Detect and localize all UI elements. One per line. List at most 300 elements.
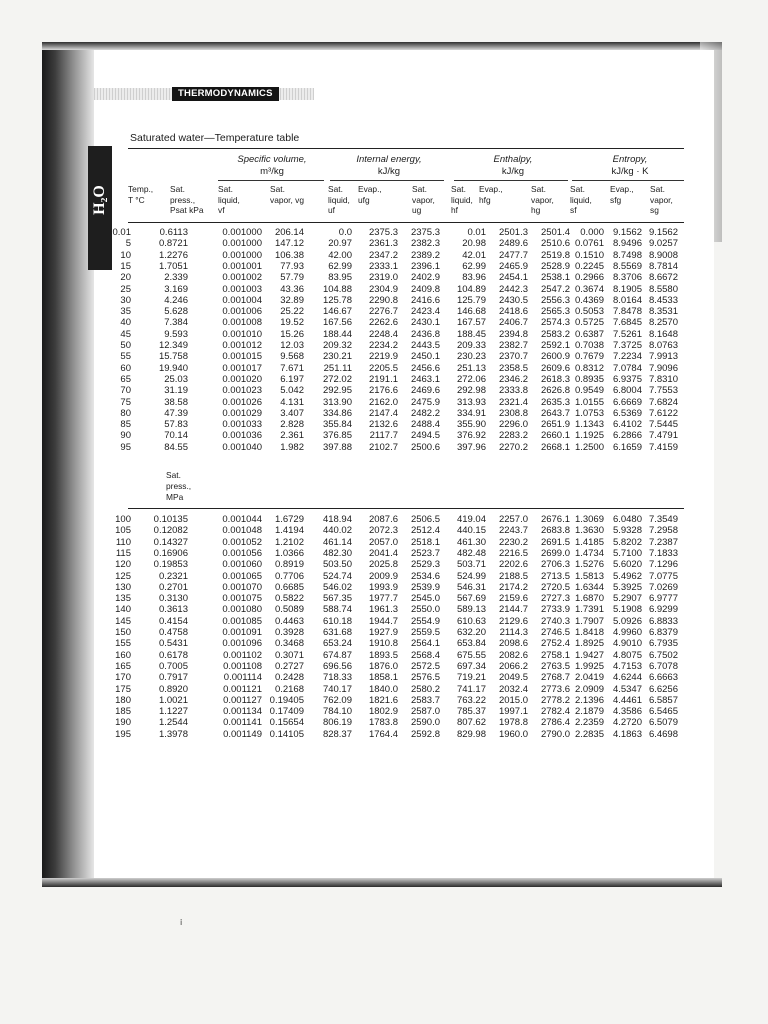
table-cell: 0.001023 — [222, 385, 262, 397]
table-cell: 2423.4 — [410, 306, 440, 318]
table-cell: 6.6256 — [648, 683, 678, 695]
column-header — [218, 184, 240, 216]
table-cell: 2580.2 — [410, 683, 440, 695]
table-cell: 2216.5 — [498, 547, 528, 559]
table-cell: 0.7706 — [274, 570, 304, 582]
table-cell: 7.3725 — [612, 340, 642, 351]
table-cell: 2523.7 — [410, 547, 440, 559]
table-cell: 334.91 — [456, 407, 486, 419]
table-cell: 60 — [120, 362, 131, 374]
table-cell: 2676.1 — [540, 514, 570, 525]
table-cell: 7.5261 — [612, 328, 642, 340]
table-cell: 110 — [115, 536, 131, 548]
table-cell: 2786.4 — [540, 717, 570, 729]
column-header-line: ufg — [358, 194, 370, 205]
table-cell: 251.11 — [323, 362, 352, 374]
table-cell: 84.55 — [164, 441, 188, 453]
table-cell: 2234.2 — [368, 340, 398, 351]
table-cell: 1.4194 — [274, 525, 304, 537]
group-enthalpy — [450, 154, 576, 178]
table-cell: 2389.2 — [410, 249, 440, 261]
table-cell: 785.37 — [456, 706, 486, 718]
table-cell: 6.7502 — [648, 649, 678, 661]
table-cell: 313.93 — [456, 396, 486, 408]
table-cell: 1.6729 — [274, 514, 304, 525]
table-cell: 15.26 — [280, 328, 304, 340]
table-cell: 50 — [120, 340, 131, 351]
table-cell: 2465.9 — [498, 260, 528, 272]
table-cell: 567.35 — [322, 593, 352, 605]
column-header-line: hfg — [479, 194, 491, 205]
table-cell: 130 — [115, 581, 131, 593]
group-internal-energy — [326, 154, 452, 178]
table-cell: 2501.3 — [498, 227, 528, 238]
table-cell: 0.001102 — [223, 649, 262, 661]
table-row — [94, 397, 714, 408]
table-cell: 2564.1 — [410, 638, 440, 650]
table-cell: 120 — [115, 559, 131, 571]
table-cell: 2296.0 — [498, 419, 528, 431]
table-cell: 1.9427 — [574, 649, 604, 661]
column-header — [128, 184, 153, 205]
table-cell: 12.03 — [280, 340, 304, 351]
table-cell: 5.3925 — [612, 581, 642, 593]
table-cell: 19.940 — [158, 362, 188, 374]
table-cell: 5.2907 — [612, 593, 642, 605]
table-cell: 9.593 — [164, 328, 188, 340]
table-cell: 104.88 — [322, 283, 352, 295]
column-header-line: liquid, — [328, 194, 350, 205]
table-cell: 6.1659 — [612, 441, 642, 453]
table-cell: 718.33 — [322, 672, 352, 684]
table-cell: 170 — [115, 672, 131, 684]
table-cell: 2773.6 — [540, 683, 570, 695]
table-cell: 0.7038 — [574, 340, 604, 351]
table-cell: 2072.3 — [368, 525, 398, 537]
table-cell: 0.001141 — [223, 717, 262, 729]
table-row — [94, 571, 714, 582]
table-cell: 2361.3 — [368, 238, 398, 250]
table-cell: 0.8312 — [574, 362, 604, 374]
table-cell: 135 — [115, 593, 131, 605]
table-row — [94, 661, 714, 672]
table-cell: 65 — [120, 373, 131, 385]
table-cell: 0.8919 — [274, 559, 304, 571]
table-cell: 2257.0 — [498, 514, 528, 525]
table-cell: 209.32 — [322, 340, 352, 351]
table-cell: 2510.6 — [540, 238, 570, 250]
table-cell: 0.6113 — [159, 227, 188, 238]
table-cell: 6.0480 — [612, 514, 642, 525]
column-header-line: vapor, vg — [270, 194, 304, 205]
table-cell: 2720.5 — [540, 581, 570, 593]
table-cell: 2333.1 — [368, 260, 398, 272]
table-row — [94, 627, 714, 638]
scan-shadow-bottom — [42, 878, 722, 887]
table-cell: 2768.7 — [540, 672, 570, 684]
table-cell: 0.7917 — [158, 672, 188, 684]
table-cell: 6.197 — [280, 373, 304, 385]
table-cell: 828.37 — [322, 728, 352, 740]
table-cell: 1993.9 — [368, 581, 398, 593]
table-cell: 1.2102 — [274, 536, 304, 548]
table-cell: 6.2866 — [612, 430, 642, 442]
table-cell: 2406.7 — [498, 317, 528, 329]
table-cell: 0.15654 — [269, 717, 304, 729]
table-cell: 206.14 — [274, 227, 304, 238]
table-cell: 90 — [120, 430, 131, 442]
table-cell: 4.4461 — [612, 694, 642, 706]
table-cell: 0.10135 — [153, 514, 188, 525]
table-cell: 2375.3 — [368, 227, 398, 238]
table-cell: 482.48 — [456, 547, 486, 559]
table-cell: 1893.5 — [368, 649, 398, 661]
table-cell: 524.99 — [456, 570, 486, 582]
table-row — [94, 729, 714, 740]
table-cell: 8.3706 — [612, 272, 642, 284]
table-cell: 0.001044 — [222, 514, 262, 525]
table-row — [94, 284, 714, 295]
table-cell: 2.828 — [280, 419, 304, 431]
table-row — [94, 593, 714, 604]
table-cell: 2763.5 — [540, 660, 570, 672]
column-header — [270, 184, 304, 205]
scan-shadow-top — [42, 42, 722, 50]
table-cell: 0.001033 — [222, 419, 262, 431]
table-cell: 195 — [115, 728, 131, 740]
table-cell: 0.3674 — [574, 283, 604, 295]
table-cell: 2262.6 — [368, 317, 398, 329]
table-cell: 2643.7 — [540, 407, 570, 419]
table-cell: 75 — [120, 396, 131, 408]
table-cell: 55 — [120, 351, 131, 363]
table-cell: 6.6669 — [612, 396, 642, 408]
table-cell: 0.001052 — [222, 536, 262, 548]
table-cell: 0.8920 — [158, 683, 188, 695]
table-cell: 2098.6 — [498, 638, 528, 650]
table-cell: 2308.8 — [498, 407, 528, 419]
table-cell: 589.13 — [456, 604, 486, 616]
table-cell: 2382.7 — [498, 340, 528, 351]
table-cell: 9.1562 — [612, 227, 642, 238]
table-cell: 2358.5 — [498, 362, 528, 374]
table-cell: 6.8379 — [648, 627, 678, 638]
table-cell: 2270.2 — [498, 441, 528, 453]
table-cell: 1.3978 — [158, 728, 188, 740]
table-cell: 1.4185 — [574, 536, 604, 548]
table-cell: 0.001114 — [223, 672, 262, 684]
table-cell: 397.96 — [456, 441, 486, 453]
table-cell: 1764.4 — [368, 728, 398, 740]
table-cell: 1.0366 — [274, 547, 304, 559]
table-row — [94, 537, 714, 548]
table-cell: 0.6685 — [274, 581, 304, 593]
scanned-page — [91, 50, 714, 927]
table-cell: 1876.0 — [368, 660, 398, 672]
column-header-line: vapor, — [650, 194, 673, 205]
table-cell: 15 — [120, 260, 131, 272]
table-cell: 1.4734 — [574, 547, 604, 559]
column-header — [610, 184, 634, 205]
column-header-line: vf — [218, 205, 225, 215]
table-cell: 2454.1 — [498, 272, 528, 284]
table-cell: 1.982 — [280, 441, 304, 453]
table-cell: 2.0419 — [574, 672, 604, 684]
table-cell: 1.9925 — [574, 660, 604, 672]
table-cell: 1.1925 — [574, 430, 604, 442]
table-cell: 0.0761 — [574, 238, 604, 250]
table-cell: 1944.7 — [368, 615, 398, 627]
column-header — [170, 184, 204, 216]
table-cell: 313.90 — [322, 396, 352, 408]
column-header-line: liquid, — [451, 194, 473, 205]
column-header — [570, 184, 592, 216]
table-cell: 8.2570 — [648, 317, 678, 329]
table-cell: 2489.6 — [498, 238, 528, 250]
table-cell: 150 — [115, 627, 131, 638]
table-cell: 0.6387 — [574, 328, 604, 340]
table-cell: 0.2321 — [158, 570, 188, 582]
table-cell: 419.04 — [456, 514, 486, 525]
table-cell: 0.12082 — [153, 525, 188, 537]
table-cell: 1978.8 — [498, 717, 528, 729]
table-cell: 2304.9 — [368, 283, 398, 295]
group-underline — [330, 180, 444, 181]
table-cell: 2159.6 — [498, 593, 528, 605]
table-row — [94, 695, 714, 706]
table-cell: 2132.6 — [368, 419, 398, 431]
table-cell: 15.758 — [158, 351, 188, 363]
table-cell: 2482.2 — [410, 407, 440, 419]
table-cell: 3.407 — [280, 407, 304, 419]
table-cell: 0.3613 — [158, 604, 188, 616]
table-cell: 1821.6 — [368, 694, 398, 706]
table-cell: 2790.0 — [540, 728, 570, 740]
table-cell: 2418.6 — [498, 306, 528, 318]
table-cell: 4.131 — [280, 396, 304, 408]
table-cell: 2528.9 — [540, 260, 570, 272]
table-cell: 2009.9 — [368, 570, 398, 582]
table-cell: 0.3071 — [274, 649, 304, 661]
table-cell: 2506.5 — [410, 514, 440, 525]
table-cell: 42.01 — [462, 249, 486, 261]
column-header-line: Sat. — [328, 184, 343, 194]
table-cell: 0.4369 — [574, 294, 604, 306]
column-header — [650, 184, 673, 216]
table-cell: 0.001029 — [222, 407, 262, 419]
table-cell: 2583.7 — [410, 694, 440, 706]
table-cell: 30 — [120, 294, 131, 306]
table-row — [94, 295, 714, 306]
table-cell: 167.57 — [456, 317, 486, 329]
table-cell: 43.36 — [280, 283, 304, 295]
table-cell: 7.3549 — [648, 514, 678, 525]
table-cell: 6.5079 — [648, 717, 678, 729]
table-cell: 0.001000 — [222, 238, 262, 250]
table-cell: 6.5857 — [648, 694, 678, 706]
table-cell: 0.001096 — [222, 638, 262, 650]
table-cell: 503.71 — [456, 559, 486, 571]
column-header-line: Sat. — [218, 184, 233, 194]
table-cell: 185 — [115, 706, 131, 718]
table-row — [94, 684, 714, 695]
table-cell: 8.0164 — [612, 294, 642, 306]
table-cell: 7.6845 — [612, 317, 642, 329]
table-cell: 1997.1 — [498, 706, 528, 718]
table-cell: 2635.3 — [540, 396, 570, 408]
column-header-line: sf — [570, 205, 577, 215]
table-cell: 7.0784 — [612, 362, 642, 374]
table-cell: 7.2387 — [648, 536, 678, 548]
column-header — [479, 184, 503, 205]
table-cell: 1.0155 — [574, 396, 604, 408]
table-cell: 105 — [115, 525, 131, 537]
table-cell: 5.042 — [280, 385, 304, 397]
table-cell: 5.1908 — [612, 604, 642, 616]
table-cell: 546.02 — [322, 581, 352, 593]
table-cell: 0.001000 — [222, 249, 262, 261]
table-cell: 209.33 — [456, 340, 486, 351]
table-cell: 2.1396 — [574, 694, 604, 706]
table-cell: 376.92 — [456, 430, 486, 442]
table-cell: 2176.6 — [368, 385, 398, 397]
table-cell: 5.8202 — [612, 536, 642, 548]
table-cell: 2102.7 — [368, 441, 398, 453]
table-cell: 85 — [120, 419, 131, 431]
column-header-line: T °C — [128, 194, 145, 205]
table-cell: 7.9913 — [648, 351, 678, 363]
table-cell: 1.7391 — [574, 604, 604, 616]
mpa-subheader-line: Sat. — [166, 470, 181, 480]
table-cell: 2147.4 — [368, 407, 398, 419]
column-header-line: uf — [328, 205, 335, 215]
table-cell: 2382.3 — [410, 238, 440, 250]
table-cell: 2477.7 — [498, 249, 528, 261]
column-header — [412, 184, 435, 216]
table-cell: 6.5369 — [612, 407, 642, 419]
table-cell: 0.5431 — [158, 638, 188, 650]
table-cell: 461.30 — [456, 536, 486, 548]
table-cell: 70.14 — [164, 430, 188, 442]
group-entropy — [570, 154, 690, 178]
table-cell: 0.001012 — [222, 340, 262, 351]
column-header — [328, 184, 350, 216]
table-cell: 5 — [125, 238, 131, 250]
table-cell: 2778.2 — [540, 694, 570, 706]
table-cell: 0.2428 — [274, 672, 304, 684]
table-cell: 4.3586 — [612, 706, 642, 718]
table-cell: 2699.0 — [540, 547, 570, 559]
table-cell: 0.6178 — [158, 649, 188, 661]
table-cell: 2191.1 — [368, 373, 398, 385]
table-cell: 145 — [115, 615, 131, 627]
table-cell: 0.4463 — [274, 615, 304, 627]
table-cell: 8.3531 — [648, 306, 678, 318]
table-cell: 8.1905 — [612, 283, 642, 295]
table-cell: 2347.2 — [368, 249, 398, 261]
table-cell: 2248.4 — [368, 328, 398, 340]
table-cell: 6.9299 — [648, 604, 678, 616]
table-cell: 0.001070 — [222, 581, 262, 593]
table-cell: 2276.7 — [368, 306, 398, 318]
table-row — [94, 430, 714, 441]
table-cell: 0.7679 — [574, 351, 604, 363]
table-cell: 2494.5 — [410, 430, 440, 442]
table-cell: 2.2359 — [574, 717, 604, 729]
table-cell: 292.98 — [456, 385, 486, 397]
table-cell: 2583.2 — [540, 328, 570, 340]
column-header-line: hf — [451, 205, 458, 215]
table-cell: 2488.4 — [410, 419, 440, 431]
table-cell: 763.22 — [456, 694, 486, 706]
table-cell: 2450.1 — [410, 351, 440, 363]
table-cell: 6.7078 — [648, 660, 678, 672]
table-row — [94, 650, 714, 661]
table-cell: 806.19 — [322, 717, 352, 729]
table-cell: 2651.9 — [540, 419, 570, 431]
table-cell: 2394.8 — [498, 328, 528, 340]
table-cell: 146.68 — [456, 306, 486, 318]
column-header-line: press., — [170, 194, 196, 205]
table-cell: 1.7051 — [158, 260, 188, 272]
table-cell: 31.19 — [164, 385, 188, 397]
table-cell: 0.001015 — [222, 351, 262, 363]
table-row — [94, 616, 714, 627]
table-cell: 0.001048 — [222, 525, 262, 537]
table-cell: 0.3468 — [274, 638, 304, 650]
column-header-line: Sat. — [531, 184, 546, 194]
table-cell: 2547.2 — [540, 283, 570, 295]
table-cell: 376.85 — [322, 430, 352, 442]
table-cell: 0.5725 — [574, 317, 604, 329]
column-header-line: Temp., — [128, 184, 154, 194]
table-cell: 7.8478 — [612, 306, 642, 318]
table-cell: 0.16906 — [153, 547, 188, 559]
table-cell: 8.5569 — [612, 260, 642, 272]
table-cell: 0.001003 — [222, 283, 262, 295]
table-row — [94, 638, 714, 649]
table-cell: 8.9008 — [648, 249, 678, 261]
table-cell: 440.15 — [456, 525, 486, 537]
table-row — [94, 408, 714, 419]
table-cell: 610.18 — [322, 615, 352, 627]
table-cell: 2469.6 — [410, 385, 440, 397]
table-cell: 188.44 — [322, 328, 352, 340]
table-cell: 0.14327 — [153, 536, 188, 548]
table-cell: 2087.6 — [368, 514, 398, 525]
table-cell: 19.52 — [280, 317, 304, 329]
table-cell: 0.19405 — [269, 694, 304, 706]
mpa-subheader — [166, 470, 191, 503]
column-header-line: liquid, — [570, 194, 592, 205]
table-cell: 83.95 — [328, 272, 352, 284]
table-cell: 272.02 — [322, 373, 352, 385]
table-cell: 2.361 — [280, 430, 304, 442]
table-cell: 2188.5 — [498, 570, 528, 582]
column-header-line: Sat. — [650, 184, 665, 194]
table-row — [94, 442, 714, 453]
table-cell: 0.001108 — [223, 660, 262, 672]
table-cell: 7.9096 — [648, 362, 678, 374]
table-cell: 0.17409 — [269, 706, 304, 718]
table-cell: 8.4533 — [648, 294, 678, 306]
table-cell: 0.001056 — [222, 547, 262, 559]
table-cell: 7.0775 — [648, 570, 678, 582]
table-cell: 632.20 — [456, 627, 486, 638]
table-cell: 251.13 — [456, 362, 486, 374]
table-cell: 1.8925 — [574, 638, 604, 650]
table-cell: 0.3130 — [158, 593, 188, 605]
